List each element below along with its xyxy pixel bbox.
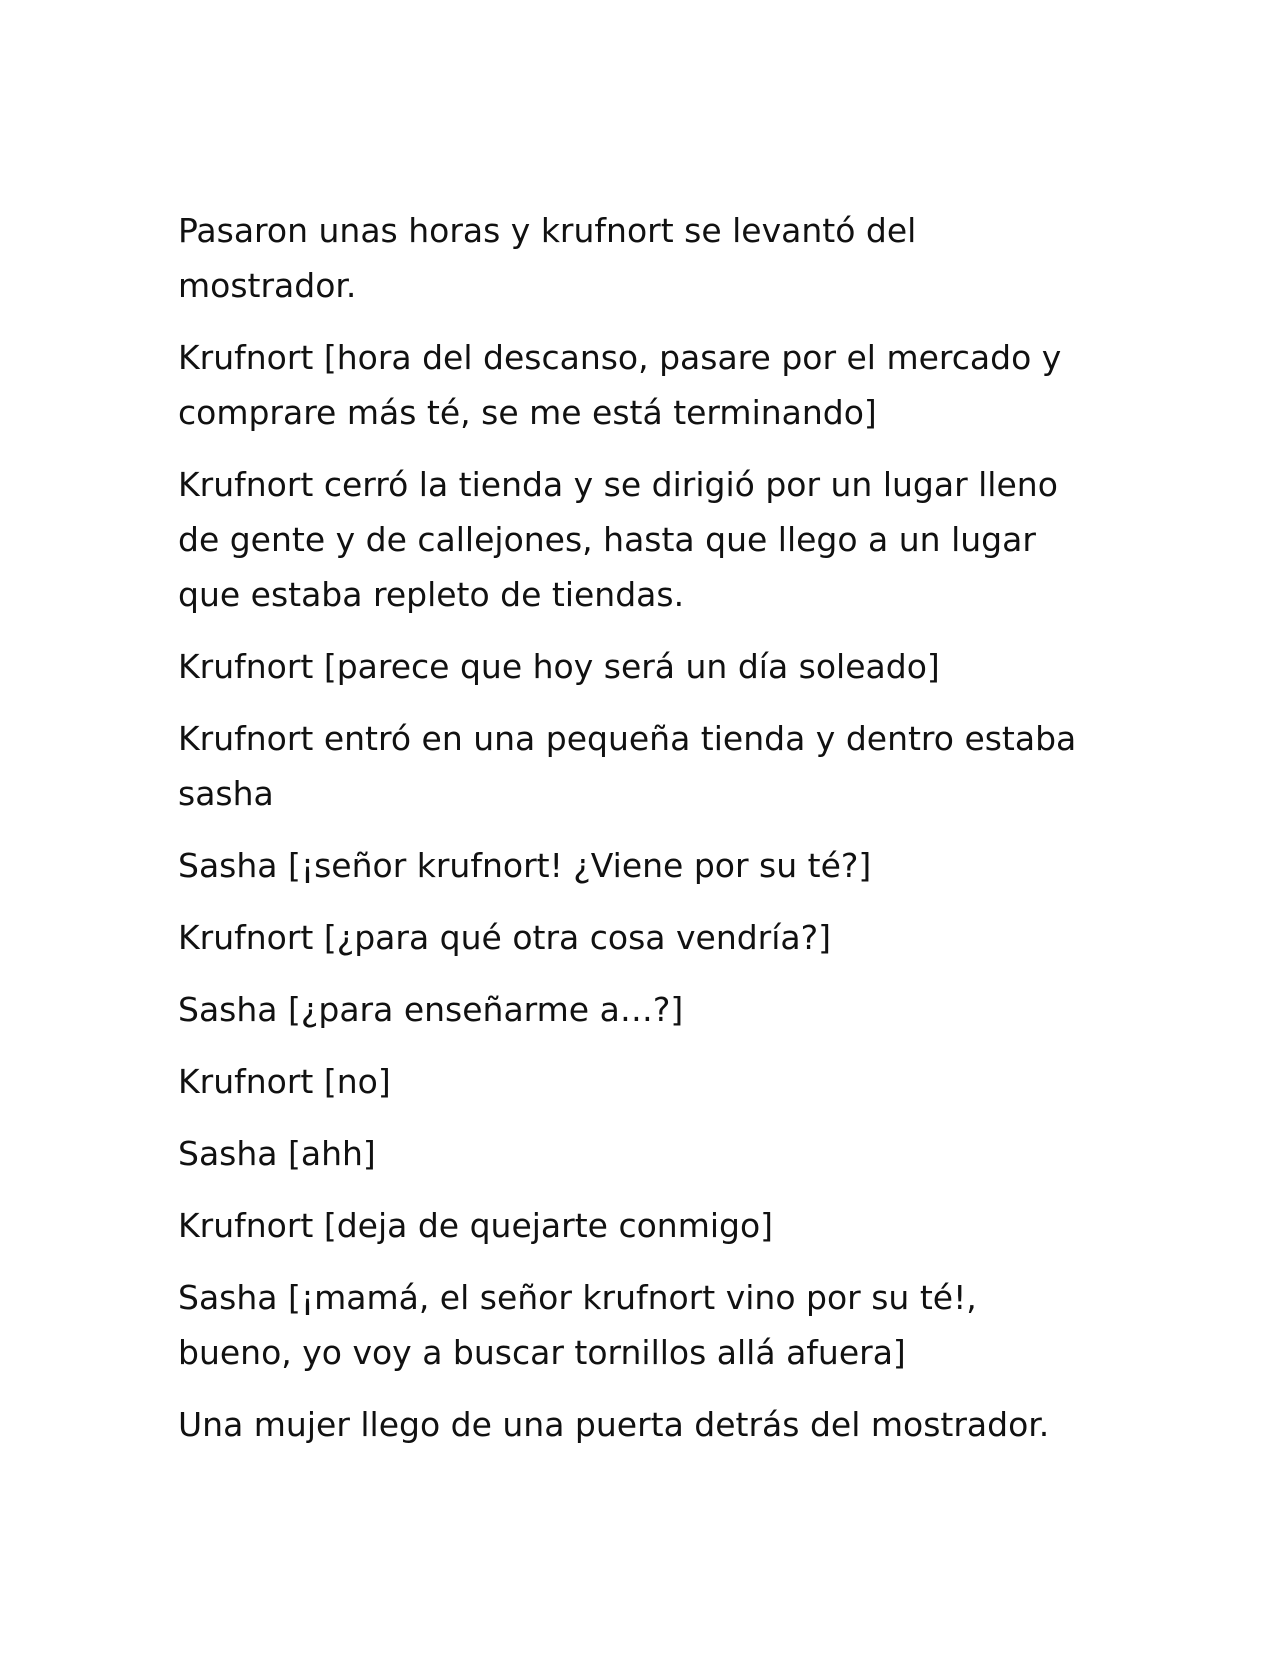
paragraph-5: Krufnort entró en una pequeña tienda y dentro estaba sasha — [178, 719, 1077, 813]
paragraph-12: Sasha [¡mamá, el señor krufnort vino por su té!, bueno, yo voy a buscar tornillos allá afuera] — [178, 1278, 977, 1372]
paragraph-2: Krufnort [hora del descanso, pasare por el mercado y comprare más té, se me está terminando] — [178, 338, 1062, 432]
paragraph-3: Krufnort cerró la tienda y se dirigió por un lugar lleno de gente y de callejones, hasta que llego a un lugar que estaba repleto de tiendas. — [178, 465, 1058, 614]
paragraph-4: Krufnort [parece que hoy será un día soleado] — [178, 647, 940, 686]
paragraph-8: Sasha [¿para enseñarme a…?] — [178, 990, 684, 1029]
paragraph-6: Sasha [¡señor krufnort! ¿Viene por su té?] — [178, 846, 872, 885]
paragraph-13: Una mujer llego de una puerta detrás del mostrador. — [178, 1405, 1050, 1444]
paragraph-1: Pasaron unas horas y krufnort se levantó del mostrador. — [178, 211, 917, 305]
paragraph-7: Krufnort [¿para qué otra cosa vendría?] — [178, 918, 832, 957]
document-body — [178, 203, 1098, 1469]
paragraph-9: Krufnort [no] — [178, 1062, 391, 1101]
paragraph-11: Krufnort [deja de quejarte conmigo] — [178, 1206, 774, 1245]
paragraph-10: Sasha [ahh] — [178, 1134, 376, 1173]
